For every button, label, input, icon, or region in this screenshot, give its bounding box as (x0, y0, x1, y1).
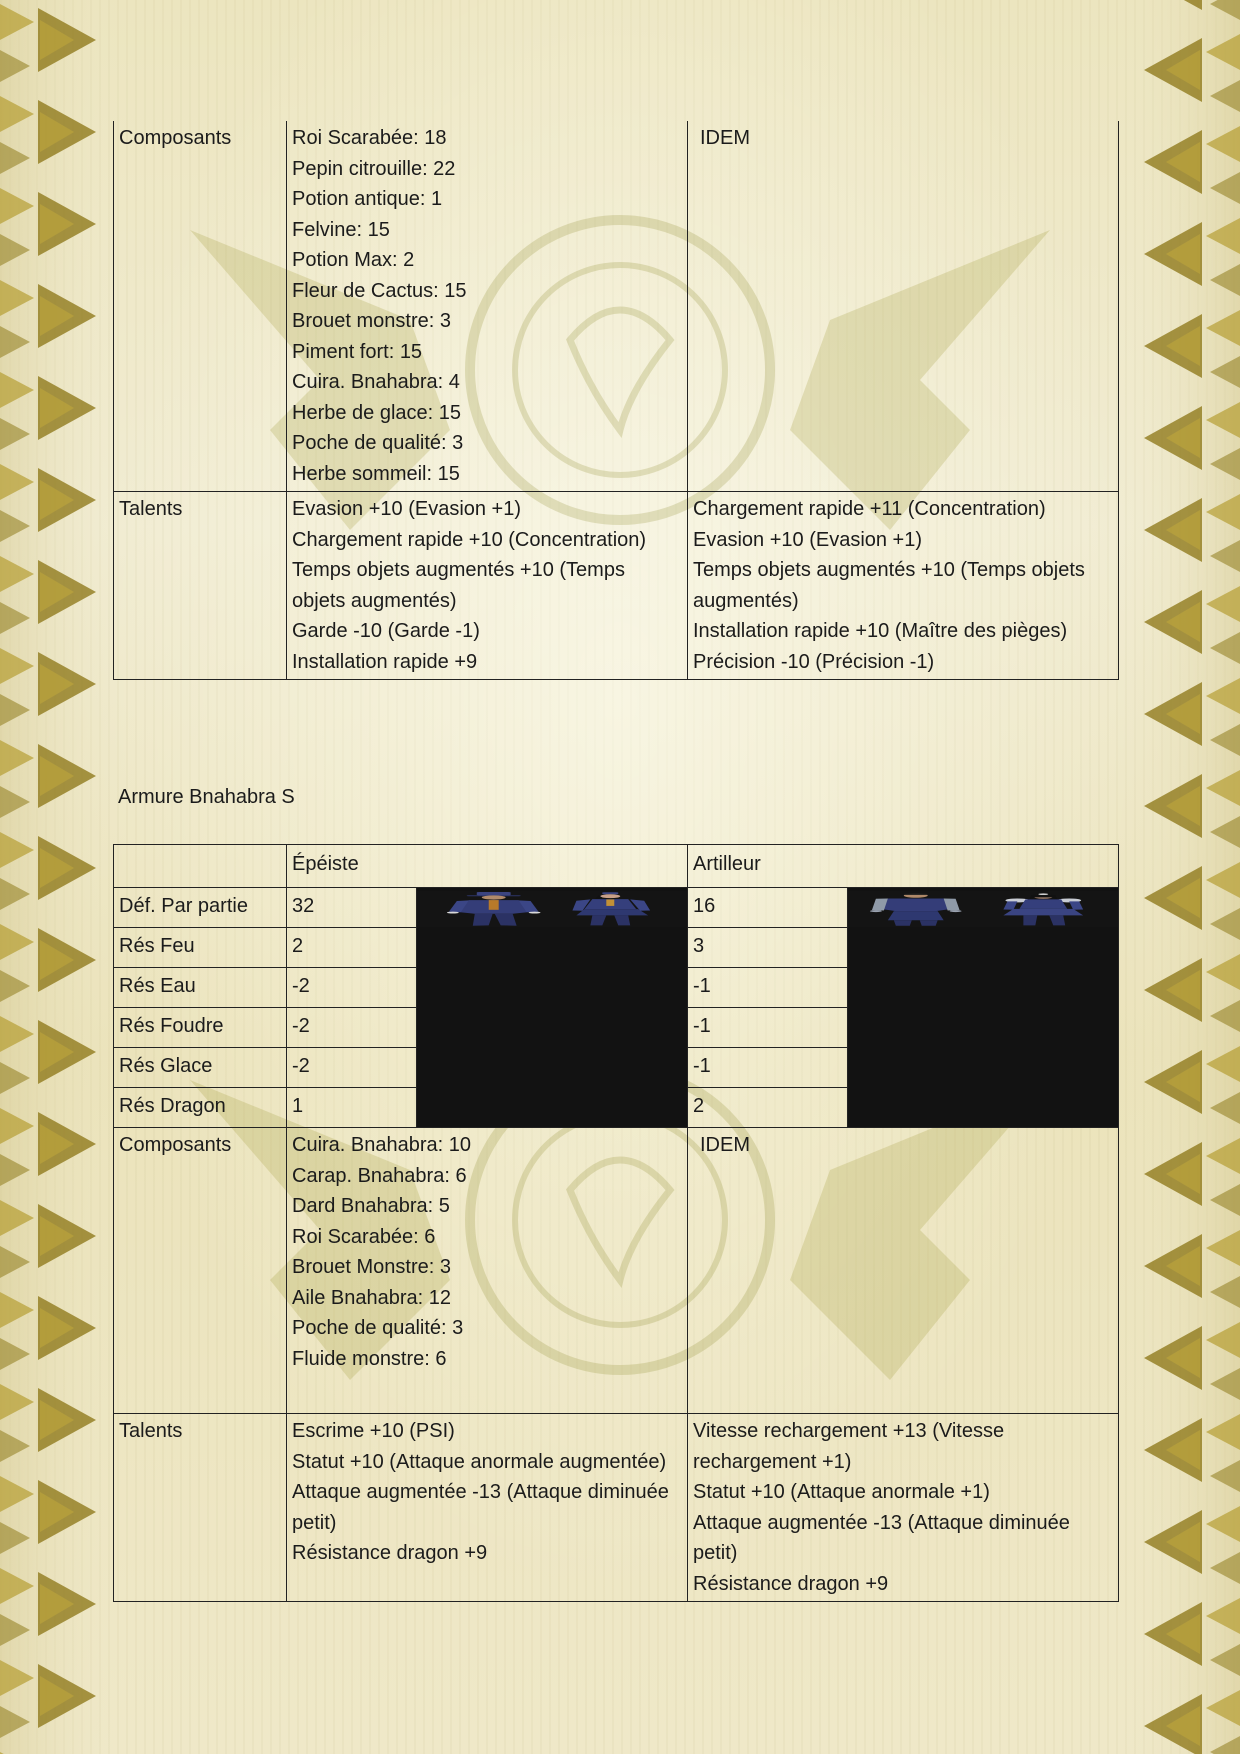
stat-epeiste: -2 (287, 1008, 417, 1048)
artilleur-armor-image (848, 888, 1119, 1128)
stat-artilleur: -1 (688, 1008, 848, 1048)
header-epeiste: Épéiste (287, 845, 688, 888)
composants-row (114, 1128, 1119, 1414)
talents-label: Talents (114, 492, 287, 680)
artilleur-composants: IDEM (688, 1128, 1119, 1414)
component-item: Roi Scarabée: 18 (292, 127, 447, 149)
stat-artilleur: 2 (688, 1088, 848, 1128)
component-item: Potion antique: 1 (292, 188, 443, 210)
component-item: Felvine: 15 (292, 218, 390, 241)
stat-epeiste: 1 (287, 1088, 417, 1128)
stat-row (114, 888, 1119, 928)
component-item: Cuira. Bnahabra: 4 (292, 371, 460, 393)
talent-item: Escrime +10 (PSI) (292, 1420, 455, 1442)
stat-epeiste: -2 (287, 1048, 417, 1088)
epeiste-armor-image (417, 888, 688, 1128)
talents-row (114, 492, 1119, 680)
epeiste-composants (287, 1128, 688, 1414)
component-item: Aile Bnahabra: 12 (292, 1286, 452, 1309)
component-item: Brouet monstre: 3 (292, 310, 451, 332)
composants-label: Composants (114, 121, 287, 492)
talent-item: Résistance dragon +9 (292, 1542, 488, 1564)
talent-item: Chargement rapide +11 (Concentration) (693, 498, 1046, 520)
talent-item: Attaque augmentée -13 (Attaque diminuée petit) (693, 1511, 1070, 1564)
epeiste-talents (287, 492, 688, 680)
component-item: Pepin citrouille: 22 (292, 157, 456, 180)
armor-table-bnahabra-s (113, 844, 1119, 1602)
epeiste-talents (287, 1414, 688, 1602)
component-item: Herbe de glace: 15 (292, 401, 462, 424)
component-item: Cuira. Bnahabra: 10 (292, 1134, 472, 1156)
component-item: Herbe sommeil: 15 (292, 462, 460, 485)
artilleur-armor-figures-icon (848, 891, 1118, 927)
talent-item: Attaque augmentée -13 (Attaque diminuée petit) (292, 1481, 669, 1534)
armor-table-continued (113, 121, 1119, 680)
stat-artilleur: -1 (688, 968, 848, 1008)
component-item: Piment fort: 15 (292, 340, 423, 363)
epeiste-armor-figures-icon (417, 891, 687, 927)
stat-epeiste: 2 (287, 928, 417, 968)
talent-item: Résistance dragon +9 (693, 1572, 889, 1595)
talent-item: Installation rapide +10 (Maître des pièges) (693, 620, 1068, 642)
talent-item: Précision -10 (Précision -1) (693, 650, 935, 673)
stat-label: Rés Foudre (114, 1008, 287, 1048)
stat-artilleur: -1 (688, 1048, 848, 1088)
talent-item: Garde -10 (Garde -1) (292, 620, 480, 642)
component-item: Poche de qualité: 3 (292, 432, 464, 454)
talent-item: Vitesse rechargement +13 (Vitesse rechargement +1) (693, 1420, 1005, 1473)
artilleur-talents (688, 1414, 1119, 1602)
talent-item: Evasion +10 (Evasion +1) (292, 498, 522, 520)
header-artilleur: Artilleur (688, 845, 1119, 888)
composants-label: Composants (114, 1128, 287, 1414)
stat-epeiste: -2 (287, 968, 417, 1008)
stat-label: Déf. Par partie (114, 888, 287, 928)
talents-label: Talents (114, 1414, 287, 1602)
talent-item: Statut +10 (Attaque anormale augmentée) (292, 1450, 667, 1473)
right-triangle-border (1120, 0, 1240, 1754)
stat-label: Rés Glace (114, 1048, 287, 1088)
talent-item: Evasion +10 (Evasion +1) (693, 528, 923, 551)
talent-item: Statut +10 (Attaque anormale +1) (693, 1481, 990, 1503)
header-empty (114, 845, 287, 888)
stat-epeiste: 32 (287, 888, 417, 928)
component-item: Fleur de Cactus: 15 (292, 279, 467, 302)
stat-artilleur: 16 (688, 888, 848, 928)
stat-artilleur: 3 (688, 928, 848, 968)
stat-label: Rés Feu (114, 928, 287, 968)
artilleur-composants: IDEM (688, 121, 1119, 492)
composants-row (114, 121, 1119, 492)
epeiste-composants (287, 121, 688, 492)
component-item: Fluide monstre: 6 (292, 1347, 447, 1370)
talent-item: Chargement rapide +10 (Concentration) (292, 528, 647, 551)
stat-label: Rés Dragon (114, 1088, 287, 1128)
left-triangle-border (0, 0, 120, 1754)
section-title: Armure Bnahabra S (118, 786, 295, 808)
talents-row (114, 1414, 1119, 1602)
component-item: Dard Bnahabra: 5 (292, 1195, 450, 1217)
stat-label: Rés Eau (114, 968, 287, 1008)
artilleur-talents (688, 492, 1119, 680)
header-row (114, 845, 1119, 888)
component-item: Brouet Monstre: 3 (292, 1256, 451, 1278)
talent-item: Installation rapide +9 (292, 650, 478, 673)
component-item: Potion Max: 2 (292, 249, 415, 271)
component-item: Roi Scarabée: 6 (292, 1225, 436, 1248)
component-item: Poche de qualité: 3 (292, 1317, 464, 1339)
talent-item: Temps objets augmentés +10 (Temps objets augmentés) (292, 559, 625, 612)
component-item: Carap. Bnahabra: 6 (292, 1164, 467, 1187)
talent-item: Temps objets augmentés +10 (Temps objets augmentés) (693, 559, 1085, 612)
